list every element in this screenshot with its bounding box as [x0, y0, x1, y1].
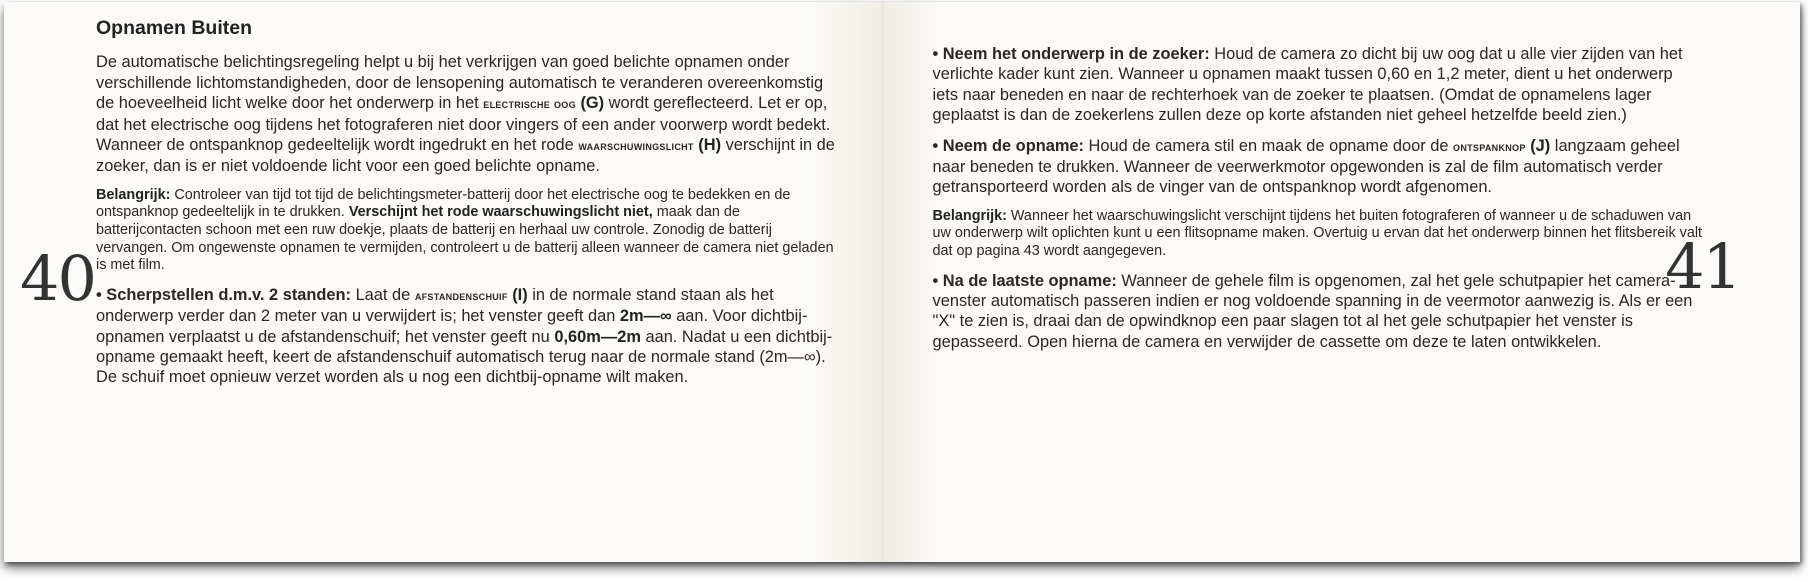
intro-paragraph: De automatische belichtingsregeling helpt u bij het verkrijgen van goed belichte opnamen onder verschillende lichtomstandigheden, door de lensopening automatisch te veranderen overeenkomstig de hoeveelheid licht welke door het onderwerp in het electrische oog (G) wordt gereflecteerd. Let er op, dat het electrische oog tijdens het fotograferen niet door vingers of een ander voorwerp wordt bedekt. Wanneer de ontspanknop gedeeltelijk wordt ingedrukt en het rode waarschuwingslicht (H) verschijnt in de zoeker, dan is er niet voldoende licht voor een goed belichte opname. — [96, 53, 835, 176]
section-heading: Opnamen Buiten — [96, 17, 253, 39]
page-number-right: 41 — [1665, 230, 1740, 303]
left-page-column — [96, 18, 836, 398]
right-page — [883, 2, 1800, 562]
right-page-column — [933, 44, 1703, 362]
shoot-paragraph: • Neem de opname: Houd de camera stil en maak de opname door de ontspanknop (J) langzaam geheel naar beneden te drukken. Wanneer de veerwerkmotor opgewonden is zal de film automatisch verder getransporteerd worden als de vinger van de ontspanknop wordt afgenomen. — [932, 136, 1680, 197]
left-page — [4, 2, 883, 562]
booklet-spread — [4, 2, 1800, 562]
focus-paragraph: • Scherpstellen d.m.v. 2 standen: Laat de afstandenschuif (I) in de normale stand staan als het onderwerp verder dan 2 meter van u verwijdert is; het venster geeft dan 2m—∞ aan. Voor dichtbij-opnamen verplaatst u de afstandenschuif; het venster geeft nu 0,60m—2m aan. Nadat u een dichtbij-opname gemaakt heeft, keert de afstandenschuif automatisch terug naar de normale stand (2m—∞). De schuif moet opnieuw verzet worden als u nog een dichtbij-opname wilt maken. — [96, 285, 833, 387]
flash-note: Belangrijk: Wanneer het waarschuwingslicht verschijnt tijdens het buiten fotograferen of wanneer u de schaduwen van uw onderwerp wilt oplichten kunt u een flitsopname maken. Overtuig u ervan dat het onderwerp binnen het flitsbereik valt dat op pagina 43 wordt aangegeven. — [932, 207, 1703, 260]
viewfinder-paragraph: • Neem het onderwerp in de zoeker: Houd de camera zo dicht bij uw oog dat u alle vier zijden van het verlichte kader kunt zien. Wanneer u opnamen maakt tussen 0,60 en 1,2 meter, dient u het onderwerp iets naar beneden en naar de rechterhoek van de zoeker te plaatsen. (Omdat de opnamelens lager geplaatst is dan de zoekerlens zullen deze op korte afstanden niet geheel hetzelfde beeld zien.) — [932, 45, 1683, 125]
last-shot-paragraph: • Na de laatste opname: Wanneer de gehele film is opgenomen, zal het gele schutpapier het camera-venster automatisch passeren indien er nog voldoende spanning in de veermotor aanwezig is. Als er een "X" te zien is, draai dan de opwindknop een paar slagen tot al het gele schutpapier het venster is gepasseerd. Open hierna de camera en verwijder de cassette om deze te laten ontwikkelen. — [932, 271, 1693, 351]
battery-note: Belangrijk: Controleer van tijd tot tijd de belichtingsmeter-batterij door het electrische oog te bedekken en de ontspanknop gedeeltelijk in te drukken. Verschijnt het rode waarschuwingslicht niet, maak dan de batterijcontacten schoon met een ruw doekje, plaats de batterij en herhaal uw controle. Zonodig de batterij vervangen. Om ongewenste opnamen te vermijden, controleert u de batterij alleen wanneer de camera niet geladen is met film. — [96, 186, 834, 274]
page-number-left: 40 — [20, 242, 95, 315]
